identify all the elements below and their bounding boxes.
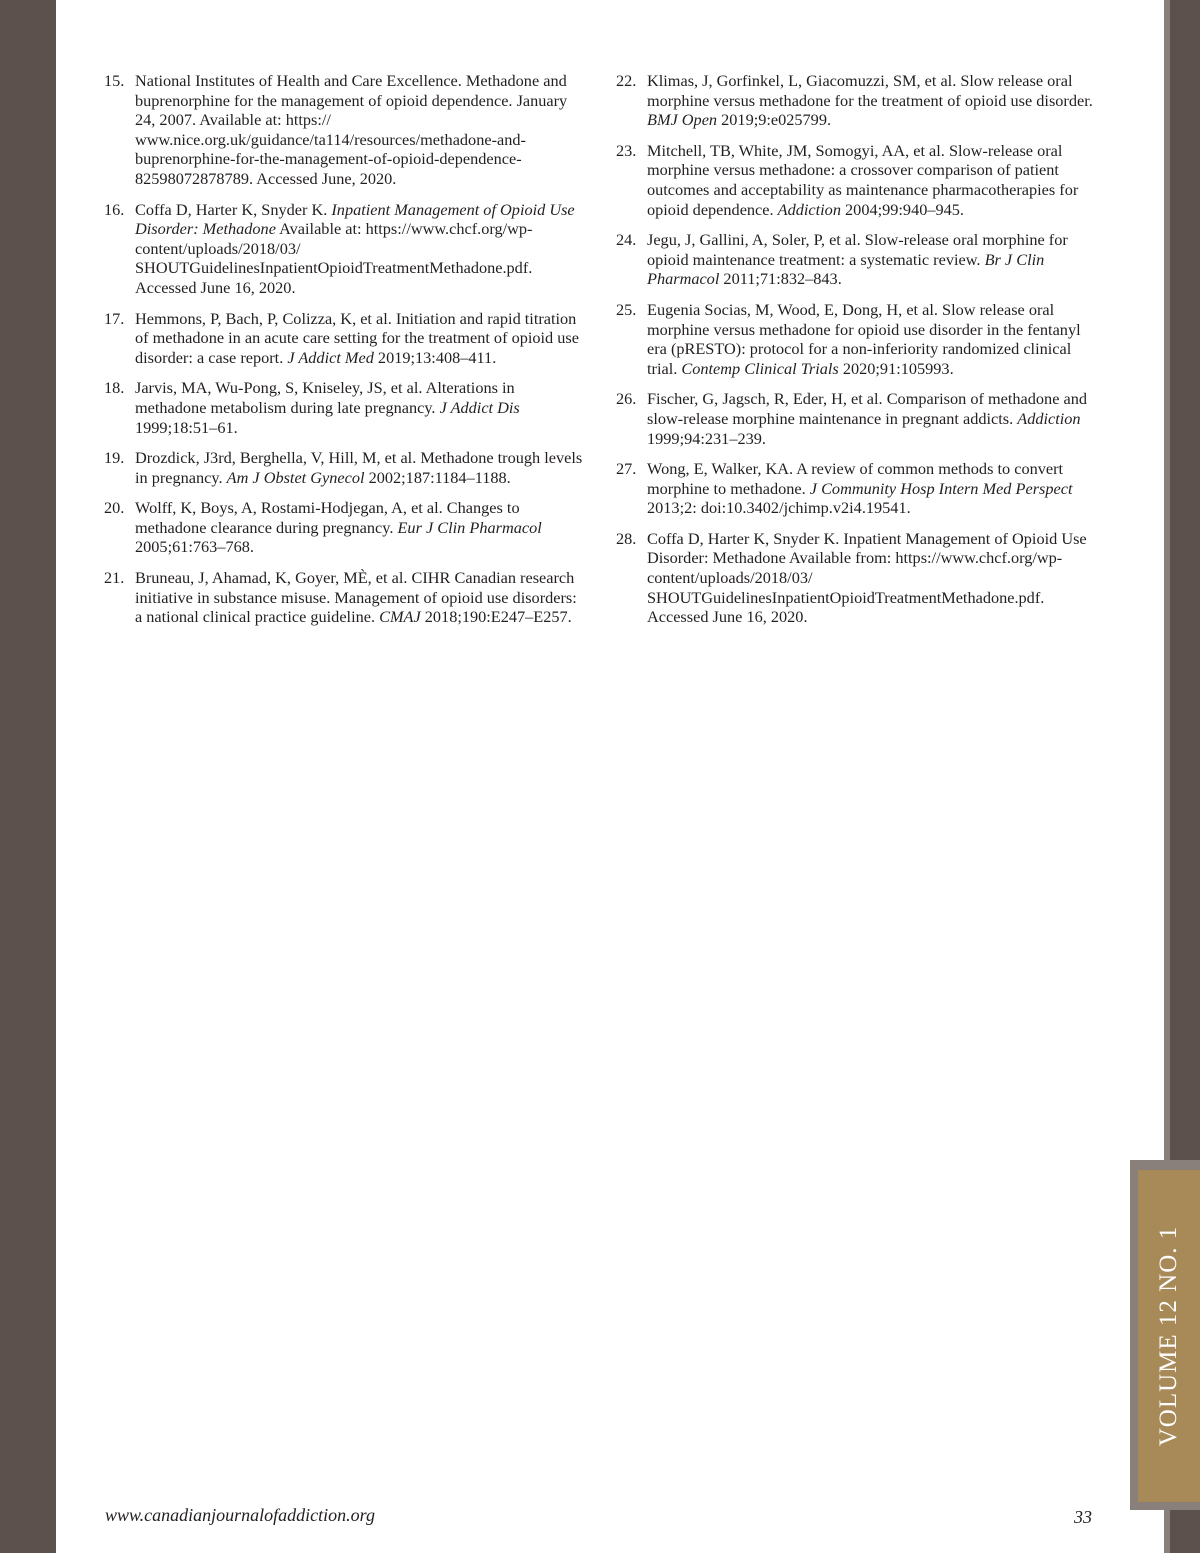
reference-text-segment: Coffa D, Harter K, Snyder K. Inpatient Management of Opioid Use Disorder: Methadone Available from: https://​www.chcf.org/wp-content/uploads/2018/03/​SHOUTGuidelinesInpatientOpioidTreatmentMethadone.pdf. Accessed June 16, 2020. <box>647 528 1087 627</box>
reference-item <box>104 568 584 627</box>
reference-item <box>616 300 1096 378</box>
reference-text-segment: 2020;91:105993. <box>838 358 954 378</box>
reference-text-segment: Jarvis, MA, Wu-Pong, S, Kniseley, JS, et al. Alterations in methadone metabolism during late pregnancy. <box>135 378 515 417</box>
reference-text-segment: 2002;187:1184–1188. <box>364 467 511 487</box>
reference-number: 27. <box>616 459 637 479</box>
volume-label: VOLUME 12 NO. 1 <box>1155 1225 1182 1447</box>
reference-text-segment: 1999;18:51–61. <box>135 417 238 437</box>
reference-text-segment: Drozdick, J3rd, Berghella, V, Hill, M, et al. Methadone trough levels in pregnancy. <box>135 448 583 487</box>
reference-item <box>104 309 584 368</box>
reference-journal-title: Br J Clin Pharmacol <box>647 249 1045 289</box>
reference-item <box>616 389 1096 448</box>
reference-text <box>647 459 1096 518</box>
reference-text <box>135 568 584 627</box>
reference-number: 24. <box>616 230 637 250</box>
reference-text-segment: Hemmons, P, Bach, P, Colizza, K, et al. Initiation and rapid titration of methadone in an acute care setting for the treatment of opioid use disorder: a case report. <box>135 308 579 367</box>
reference-text <box>135 200 584 298</box>
reference-journal-title: Eur J Clin Pharmacol <box>397 517 542 537</box>
reference-item <box>616 141 1096 219</box>
reference-text-segment: Mitchell, TB, White, JM, Somogyi, AA, et al. Slow-release oral morphine versus methadone: a crossover comparison of patient outcomes and acceptability as maintenance pharmacotherapies for opioid dependence. <box>647 140 1079 219</box>
reference-text-segment: 2011;71:832–843. <box>719 269 842 289</box>
reference-journal-title: Am J Obstet Gynecol <box>226 467 365 487</box>
reference-text-segment: 2004;99:940–945. <box>840 199 964 219</box>
reference-journal-title: J Addict Med <box>287 347 374 367</box>
reference-text-segment: Bruneau, J, Ahamad, K, Goyer, MÈ, et al. CIHR Canadian research initiative in substance misuse. Management of opioid use disorders: a national clinical practice guideline. <box>135 568 577 627</box>
reference-number: 16. <box>104 199 125 219</box>
reference-text <box>647 389 1096 448</box>
reference-text <box>647 71 1096 130</box>
reference-text <box>647 300 1096 378</box>
reference-text-segment: Eugenia Socias, M, Wood, E, Dong, H, et al. Slow release oral morphine versus methadone for opioid use disorder in the fentanyl era (pRESTO): protocol for a non-inferiority randomized clinical trial. <box>647 299 1081 378</box>
left-margin-bar <box>0 0 56 1553</box>
reference-text-segment: Wong, E, Walker, KA. A review of common methods to convert morphine to methadone. <box>647 459 1064 498</box>
reference-text-segment: Klimas, J, Gorfinkel, L, Giacomuzzi, SM, et al. Slow release oral morphine versus methadone for the treatment of opioid use disorder. <box>647 71 1093 110</box>
reference-number: 20. <box>104 498 125 518</box>
page-number: 33 <box>1074 1507 1092 1527</box>
reference-text <box>647 141 1096 219</box>
reference-item <box>616 459 1096 518</box>
reference-number: 26. <box>616 389 637 409</box>
reference-text-segment: 2013;2: doi:10.3402/jchimp.v2i4.19541. <box>647 498 911 518</box>
reference-text <box>135 309 584 368</box>
reference-text-segment: 2005;61:763–768. <box>135 537 254 557</box>
reference-journal-title: BMJ Open <box>647 110 718 130</box>
reference-item <box>104 71 584 189</box>
reference-journal-title: CMAJ <box>379 607 421 627</box>
reference-journal-title: Addiction <box>777 199 841 219</box>
reference-text-segment: 1999;94:231–239. <box>647 428 766 448</box>
reference-item <box>104 200 584 298</box>
reference-journal-title: Contemp Clinical Trials <box>681 358 839 378</box>
reference-text-segment: Wolff, K, Boys, A, Rostami-Hodjegan, A, et al. Changes to methadone clearance during pregnancy. <box>135 498 520 537</box>
reference-text-segment: Available at: https://www.chcf.org/​wp-content/uploads/2018/03/​SHOUTGuidelinesInpatientOpioidTreatmentMethadone.pdf. Accessed June 16, 2020. <box>135 219 533 297</box>
reference-number: 22. <box>616 71 637 90</box>
references-column-left <box>104 71 584 638</box>
reference-text-segment: 2019;13:408–411. <box>373 347 497 367</box>
reference-item <box>104 448 584 487</box>
reference-text-segment: National Institutes of Health and Care Excellence. Methadone and buprenorphine for the management of opioid dependence. January 24, 2007. Available at: https://​www.nice.org.uk/guidance/ta114/resources/methadone-and-​buprenorphine-for-the-management-of-opioid-dependence-​82598072878789. Accessed June, 2020. <box>135 71 568 188</box>
reference-journal-title: Addiction <box>1017 408 1081 428</box>
reference-journal-title: Inpatient Management of Opioid Use Disorder: Methadone <box>135 199 575 239</box>
reference-text <box>647 529 1096 627</box>
reference-item <box>104 498 584 557</box>
reference-text <box>647 230 1096 289</box>
references-column-right <box>616 71 1096 638</box>
reference-number: 25. <box>616 299 637 319</box>
reference-number: 19. <box>104 448 125 468</box>
reference-journal-title: J Community Hosp Intern Med Perspect <box>809 478 1073 498</box>
reference-item <box>616 529 1096 627</box>
reference-text-segment: Coffa D, Harter K, Snyder K. <box>135 199 332 219</box>
reference-number: 23. <box>616 140 637 160</box>
reference-item <box>616 71 1096 130</box>
reference-text-segment: Jegu, J, Gallini, A, Soler, P, et al. Slow-release oral morphine for opioid maintenance treatment: a systematic review. <box>647 230 1068 269</box>
reference-text <box>135 448 584 487</box>
reference-journal-title: J Addict Dis <box>439 397 520 417</box>
reference-number: 18. <box>104 378 125 398</box>
reference-number: 17. <box>104 308 125 328</box>
reference-item <box>104 378 584 437</box>
reference-number: 15. <box>104 71 125 90</box>
reference-text <box>135 378 584 437</box>
reference-text <box>135 498 584 557</box>
reference-item <box>616 230 1096 289</box>
reference-text-segment: Fischer, G, Jagsch, R, Eder, H, et al. Comparison of methadone and slow-release morphine maintenance in pregnant addicts. <box>647 389 1087 428</box>
reference-text <box>135 71 584 189</box>
footer-url[interactable]: www.canadianjournalofaddiction.org <box>105 1505 376 1525</box>
reference-number: 21. <box>104 568 125 588</box>
reference-text-segment: 2019;9:e025799. <box>717 110 832 130</box>
reference-text-segment: 2018;190:E247–E257. <box>420 607 572 627</box>
reference-number: 28. <box>616 528 637 548</box>
